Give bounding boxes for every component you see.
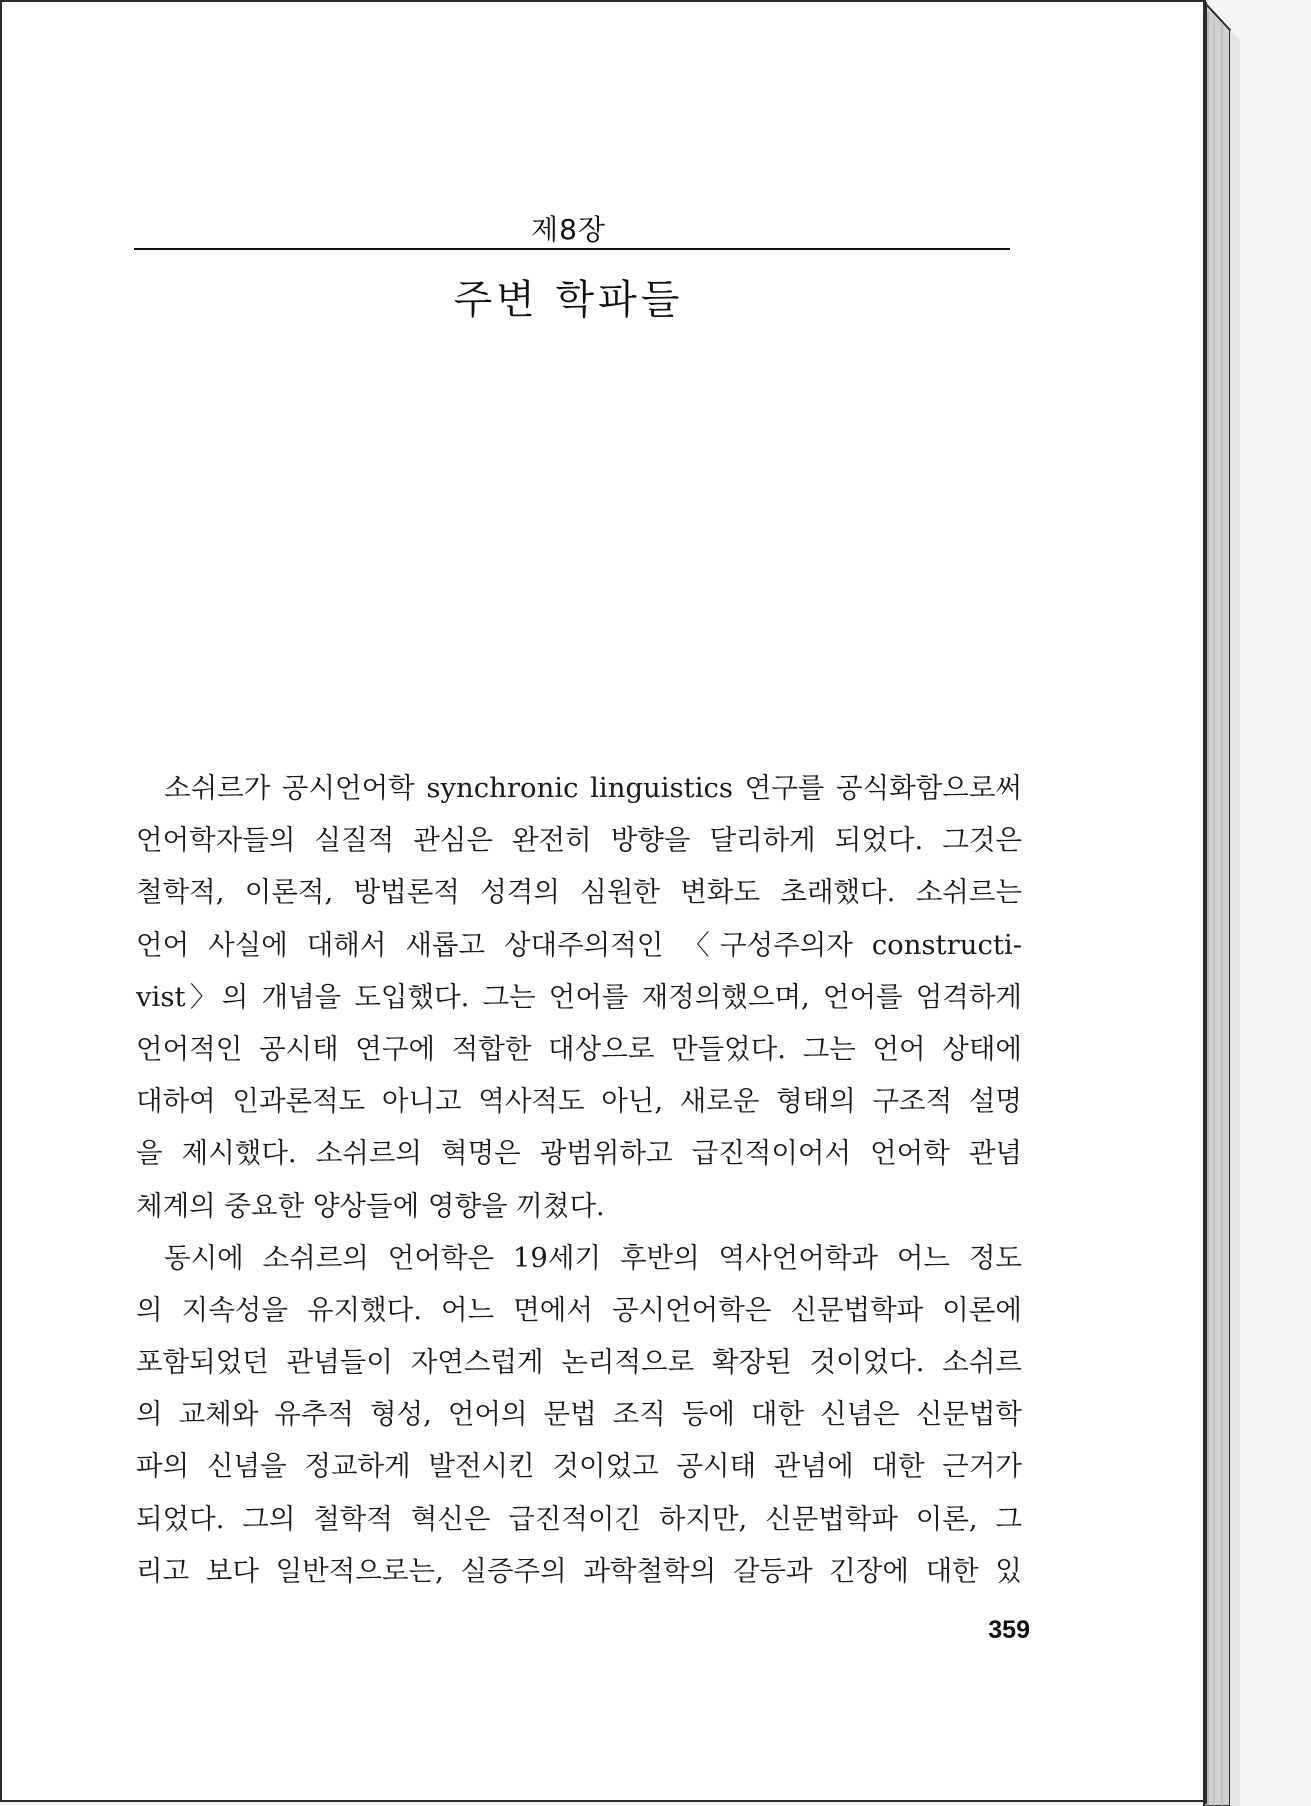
text-line: 체계의 중요한 양상들에 영향을 끼쳤다. (136, 1189, 605, 1222)
text-line: 의 교체와 유추적 형성, 언어의 문법 조직 등에 대한 신념은 신문법학 (136, 1398, 1022, 1431)
text-line: 언어적인 공시태 연구에 적합한 대상으로 만들었다. 그는 언어 상태에 (136, 1032, 1022, 1065)
text-line: 소쉬르가 공시언어학 synchronic linguistics 연구를 공식화함으로써 (164, 772, 1022, 804)
text-line: 언어학자들의 실질적 관심은 완전히 방향을 달리하게 되었다. 그것은 (136, 824, 1022, 857)
chapter-rule (134, 248, 1010, 250)
text-line: 철학적, 이론적, 방법론적 성격의 심원한 변화도 초래했다. 소쉬르는 (136, 876, 1022, 909)
text-line: 동시에 소쉬르의 언어학은 19세기 후반의 역사언어학과 어느 정도 (164, 1241, 1022, 1274)
chapter-title: 주변 학파들 (453, 277, 684, 323)
paragraph (136, 762, 1022, 1232)
text-line: 대하여 인과론적도 아니고 역사적도 아닌, 새로운 형태의 구조적 설명 (136, 1085, 1022, 1118)
paragraph (136, 1232, 1022, 1597)
text-line: 의 지속성을 유지했다. 어느 면에서 공시언어학은 신문법학파 이론에 (136, 1293, 1022, 1326)
text-line: 되었다. 그의 철학적 혁신은 급진적이긴 하지만, 신문법학파 이론, 그 (136, 1502, 1022, 1535)
text-line: vist〉의 개념을 도입했다. 그는 언어를 재정의했으며, 언어를 엄격하게 (136, 980, 1022, 1013)
text-line: 을 제시했다. 소쉬르의 혁명은 광범위하고 급진적이어서 언어학 관념 (136, 1137, 1022, 1170)
body-text (136, 762, 1022, 1597)
text-line: 언어 사실에 대해서 새롭고 상대주의적인 〈구성주의자 constructi- (136, 928, 1022, 961)
text-line: 리고 보다 일반적으로는, 실증주의 과학철학의 갈등과 긴장에 대한 있 (136, 1554, 1022, 1587)
chapter-number: 제8장 (531, 213, 606, 246)
text-line: 포함되었던 관념들이 자연스럽게 논리적으로 확장된 것이었다. 소쉬르 (136, 1346, 1022, 1379)
page-number: 359 (988, 1616, 1030, 1644)
text-line: 파의 신념을 정교하게 발전시킨 것이었고 공시태 관념에 대한 근거가 (136, 1450, 1022, 1483)
